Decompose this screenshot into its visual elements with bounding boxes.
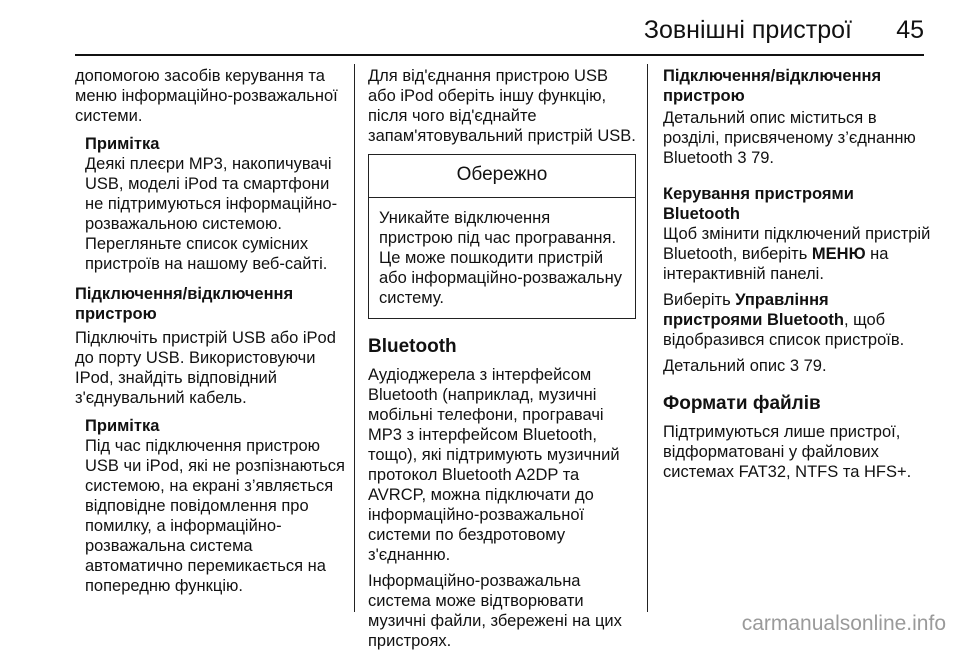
bluetooth-connect-text: Детальний опис міститься в розділі, присвяченому з’єднанню Bluetooth [663, 109, 916, 167]
bluetooth-connect-paragraph [663, 108, 931, 168]
note-text: Під час підключення пристрою USB чи iPod, які не розпізнаються системою, на екрані з’являється відповідне повідомлення про помилку, а інформаційно-розважальна система автоматично перемикається на попередню функцію. [85, 437, 345, 595]
column-right [663, 66, 931, 488]
page-reference[interactable]: 3 79. [737, 149, 775, 167]
note-supported-devices [85, 134, 347, 274]
change-device-paragraph [663, 224, 931, 284]
note-text: Деякі плеєри MP3, накопичувачі USB, моделі iPod та смартфони не підтримуються інформаційно-розважальною системою. Перегляньте список сумісних пристроїв на нашому веб-сайті. [85, 155, 338, 273]
menu-keyword: МЕНЮ [811, 245, 866, 263]
subheading-connect-bluetooth: Підключення/відключення пристрою [663, 67, 882, 105]
file-formats-paragraph: Підтримуються лише пристрої, відформатовані у файлових системах FAT32, NTFS та HFS+. [663, 423, 912, 481]
heading-bluetooth: Bluetooth [368, 336, 457, 357]
column-left [75, 66, 347, 606]
caution-title: Обережно [369, 155, 635, 198]
bluetooth-playback-paragraph: Інформаційно-розважальна система може відтворювати музичні файли, збережені на цих пристроях. [368, 572, 622, 650]
details-paragraph [663, 356, 931, 376]
text-fragment: Виберіть [663, 291, 736, 309]
text-fragment: Детальний опис [663, 357, 790, 375]
bluetooth-paragraph: Аудіоджерела з інтерфейсом Bluetooth (наприклад, музичні мобільні телефони, програвачі MP3 з інтерфейсом Bluetooth, тощо), які підтримують музичний протокол Bluetooth A2DP та AVRCP, можна підключати до інформаційно-розважальної системи по бездротовому з'єднанню. [368, 366, 620, 564]
subheading-connect-device: Підключення/відключення пристрою [75, 285, 294, 323]
page-title: Зовнішні пристрої [643, 16, 852, 44]
caution-box [368, 154, 636, 319]
subheading-manage-bluetooth: Керування пристроями Bluetooth [663, 185, 854, 223]
note-title: Примітка [85, 417, 160, 435]
note-title: Примітка [85, 135, 160, 153]
column-divider-right [647, 64, 648, 612]
column-divider-left [354, 64, 355, 612]
page-reference[interactable]: 3 79. [789, 357, 827, 375]
caution-text: Уникайте відключення пристрою під час програвання. Це може пошкодити пристрій або інформаційно-розважальну систему. [379, 209, 623, 307]
manage-devices-keyword: Управління пристроями Bluetooth [663, 291, 844, 329]
disconnect-paragraph: Для від'єднання пристрою USB або iPod оберіть іншу функцію, після чого від'єднайте запам'ятовувальний пристрій USB. [368, 67, 636, 145]
watermark: carmanualsonline.info [741, 612, 946, 635]
note-unrecognized-device [85, 416, 347, 596]
device-list-paragraph [663, 290, 931, 350]
text-fragment: на інтерактивній панелі. [663, 245, 889, 283]
connect-paragraph: Підключіть пристрій USB або iPod до порту USB. Використовуючи IPod, знайдіть відповідний з'єднувальний кабель. [75, 329, 336, 407]
text-fragment: Щоб змінити підключений пристрій Bluetooth, виберіть [663, 225, 931, 263]
page-header [0, 0, 960, 50]
page-number: 45 [896, 16, 924, 44]
column-middle [368, 66, 636, 657]
header-rule [75, 54, 924, 56]
intro-paragraph: допомогою засобів керування та меню інформаційно-розважальної системи. [75, 67, 338, 125]
heading-file-formats: Формати файлів [663, 393, 821, 414]
text-fragment: , щоб відобразився список пристроїв. [663, 311, 905, 349]
